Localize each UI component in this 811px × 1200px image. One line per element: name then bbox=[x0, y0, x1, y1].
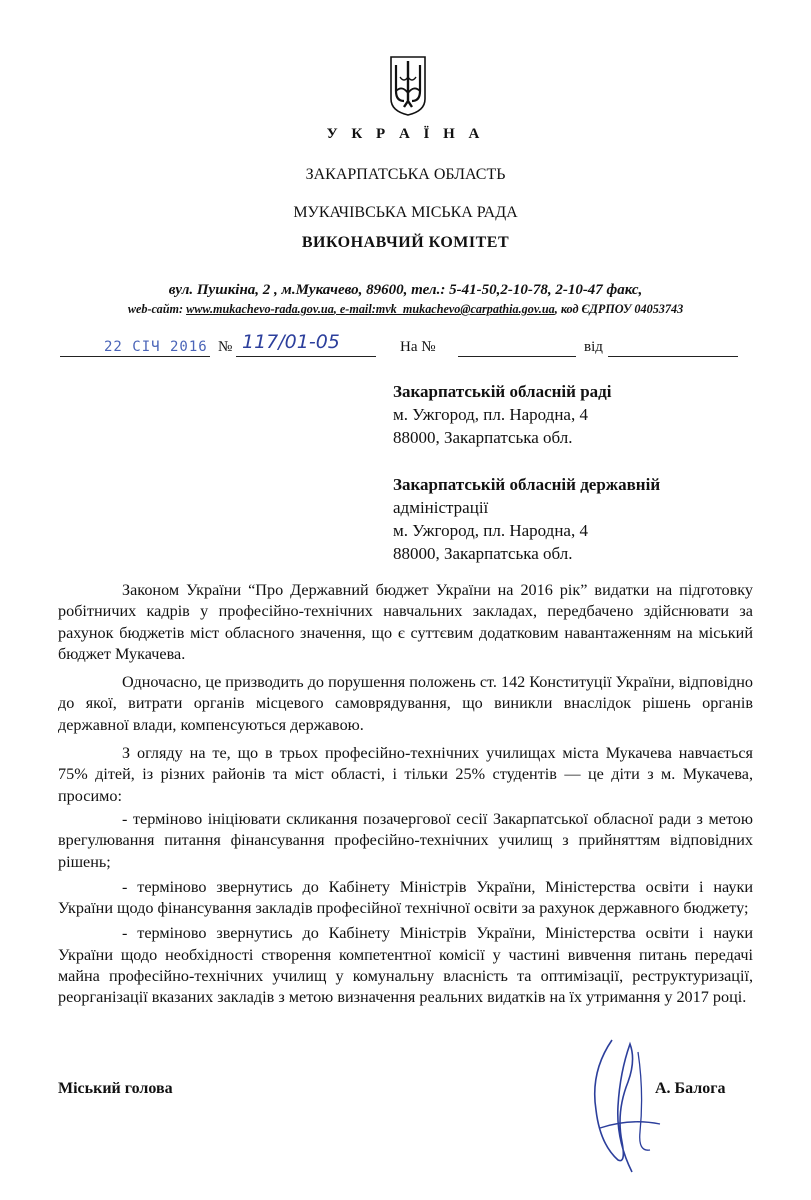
date-stamp: 22 СІЧ 2016 bbox=[104, 339, 208, 355]
committee-title: ВИКОНАВЧИЙ КОМІТЕТ bbox=[301, 234, 510, 251]
edrpou-code: , код ЄДРПОУ 04053743 bbox=[554, 302, 684, 316]
recipient-address-line: 88000, Закарпатська обл. bbox=[393, 428, 573, 447]
request-item: - терміново звернутись до Кабінету Міністрів України, Міністерства освіти і науки України щодо фінансування закладів професійної технічної освіти за рахунок державного бюджету; bbox=[58, 877, 753, 918]
country-title: У К Р А Ї Н А bbox=[326, 126, 485, 142]
number-underline bbox=[236, 356, 376, 357]
recipient-block bbox=[393, 380, 611, 449]
council-title: МУКАЧІВСЬКА МІСЬКА РАДА bbox=[293, 204, 518, 221]
address-line: вул. Пушкіна, 2 , м.Мукачево, 89600, тел.: 5-41-50,2-10-78, 2-10-47 факс, bbox=[168, 282, 643, 298]
request-item: - терміново ініціювати скликання позачергової сесії Закарпатської обласної ради з метою врегулювання питання фінансування професійно-технічних училищ з прийняттям відповідних рішень; bbox=[58, 809, 753, 871]
signer-position: Міський голова bbox=[58, 1080, 173, 1097]
from-underline bbox=[608, 356, 738, 357]
handwritten-signature bbox=[560, 1032, 700, 1182]
contacts-line bbox=[0, 302, 811, 317]
signer-name: А. Балога bbox=[655, 1080, 726, 1097]
recipient-address-line: адміністрації bbox=[393, 498, 489, 517]
recipient-name: Закарпатській обласній державній bbox=[393, 475, 661, 494]
recipient-address-line: м. Ужгород, пл. Народна, 4 bbox=[393, 521, 588, 540]
recipient-address-line: м. Ужгород, пл. Народна, 4 bbox=[393, 405, 588, 424]
from-label: від bbox=[584, 339, 603, 355]
trident-emblem-icon bbox=[388, 55, 428, 117]
recipient-address-line: 88000, Закарпатська обл. bbox=[393, 544, 573, 563]
body-paragraph: Одночасно, це призводить до порушення положень ст. 142 Конституції України, відповідно до якої, витрати органів місцевого самоврядування, що виникли внаслідок рішень органів державної влади, компенсуються державою. bbox=[58, 673, 753, 734]
recipient-name: Закарпатській обласній раді bbox=[393, 382, 612, 401]
date-underline bbox=[60, 356, 210, 357]
registration-line bbox=[60, 331, 780, 363]
reply-number-underline bbox=[458, 356, 576, 357]
recipient-block bbox=[393, 473, 660, 565]
request-item: - терміново звернутись до Кабінету Міністрів України, Міністерства освіти і науки України щодо необхідності створення компетентної комісії у частині вивчення питань передачі майна професійно-технічних училищ у комунальну власність та оптимізації, реструктуризації, реорганізації вказаних закладів з метою визначення реальних видатків на їх утримання у 2017 році. bbox=[58, 924, 753, 1007]
body-paragraph: З огляду на те, що в трьох професійно-технічних училищах міста Мукачева навчається 75% дітей, із різних районів та міст області, і тільки 25% студентів — це діти з м. Мукачева, просимо: bbox=[58, 744, 753, 805]
body-paragraph: Законом України “Про Державний бюджет України на 2016 рік” видатки на підготовку робітничих кадрів у професійно-технічних навчальних закладах, передбачено здійснювати за рахунок бюджетів міст обласного значення, що є суттєвим додатковим навантаженням на міський бюджет Мукачева. bbox=[58, 581, 753, 663]
oblast-title: ЗАКАРПАТСЬКА ОБЛАСТЬ bbox=[305, 166, 506, 183]
letter-body bbox=[58, 580, 753, 1013]
web-label: web-сайт: bbox=[127, 302, 187, 316]
number-label: № bbox=[218, 339, 233, 355]
reply-number-label: На № bbox=[400, 339, 436, 355]
web-site-link: www.mukachevo-rada.gov.ua bbox=[186, 302, 334, 316]
handwritten-number: 117/01-05 bbox=[242, 331, 340, 353]
email-text: , e-mail:mvk_mukachevo@carpathia.gov.ua bbox=[333, 302, 555, 316]
